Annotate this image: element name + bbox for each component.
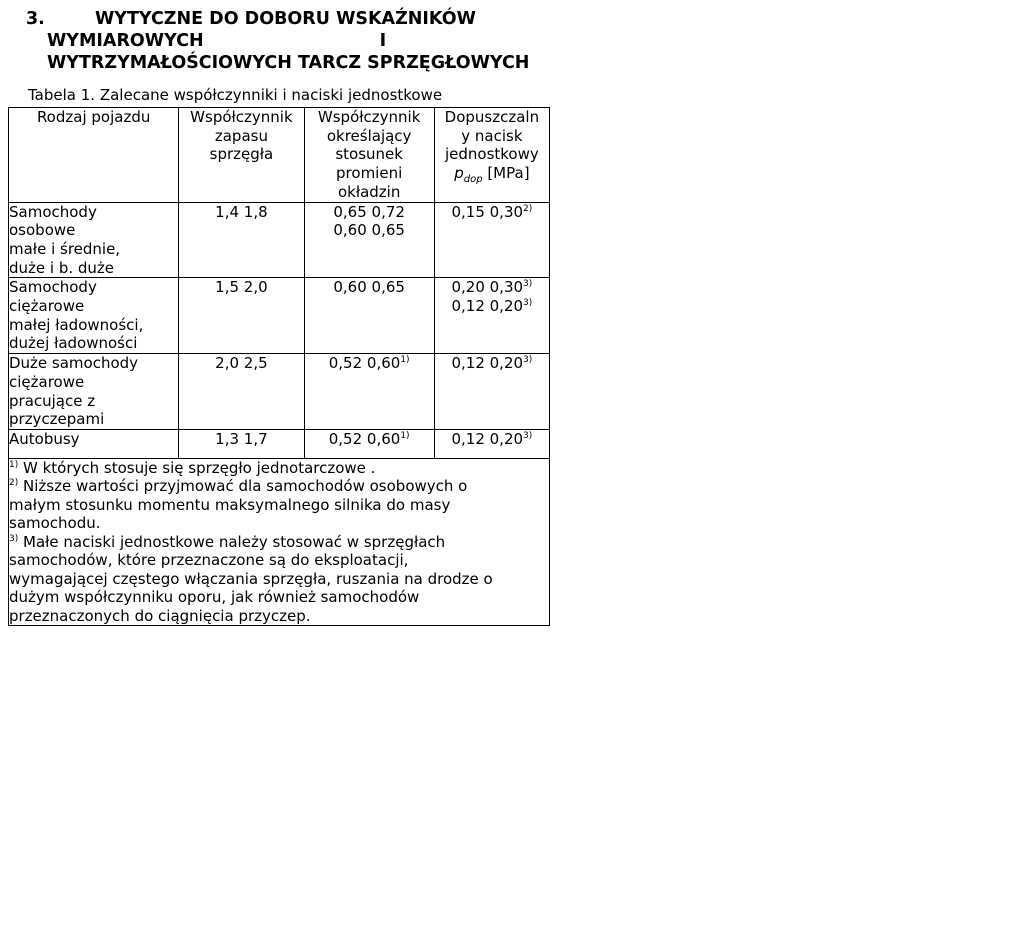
- header-radius-line: stosunek: [335, 145, 403, 164]
- footnote-mark: 1): [400, 430, 410, 441]
- vehicle-type-line: małej ładowności,: [9, 315, 144, 334]
- header-pressure-line: Dopuszczaln: [444, 108, 540, 126]
- radius-cell: [304, 354, 434, 430]
- table-row: [9, 354, 550, 430]
- reserve-value: 1,4 1,8: [215, 202, 268, 221]
- footnotes-cell: [9, 458, 550, 626]
- footnote-3: [9, 533, 549, 552]
- reserve-value: 1,5 2,0: [215, 278, 268, 297]
- footnote-text: Niższe wartości przyjmować dla samochodów osobowych o: [18, 477, 468, 496]
- header-reserve-coefficient: [179, 108, 304, 203]
- footnote-mark: 1): [400, 355, 410, 366]
- footnote-mark: 3): [523, 355, 533, 366]
- header-reserve-line: sprzęgła: [209, 145, 274, 164]
- vehicle-type-line: pracujące z: [9, 391, 96, 410]
- vehicle-type-cell: [9, 202, 179, 278]
- table-caption: Tabela 1. Zalecane współczynniki i naciski jednostkowe: [28, 86, 443, 104]
- vehicle-type-line: Samochody: [9, 202, 97, 221]
- table-row: [9, 278, 550, 354]
- pressure-value: 0,12 0,20: [451, 429, 524, 448]
- vehicle-type-line: ciężarowe: [9, 372, 85, 391]
- vehicle-type-line: Duże samochody: [9, 354, 139, 373]
- pressure-cell: [434, 354, 549, 430]
- vehicle-type-line: dużej ładowności: [9, 334, 138, 353]
- footnote-text: przeznaczonych do ciągnięcia przyczep.: [9, 606, 311, 625]
- section-number: 3.: [26, 9, 45, 29]
- reserve-cell: [179, 354, 304, 430]
- footnote-mark: 2): [523, 203, 533, 214]
- vehicle-type-line: ciężarowe: [9, 297, 85, 316]
- footnote-2: [9, 477, 549, 496]
- heading-line-3: WYTRZYMAŁOŚCIOWYCH TARCZ SPRZĘGŁOWYCH: [47, 53, 530, 73]
- footnote-text: wymagającej częstego włączania sprzęgła, ruszania na drodze o: [9, 569, 493, 588]
- table-header-row: [9, 108, 550, 203]
- header-vehicle-type-label: Rodzaj pojazdu: [36, 108, 151, 126]
- footnote-text: W których stosuje się sprzęgło jednotarczowe .: [18, 458, 376, 477]
- heading-line-2a: WYMIAROWYCH: [47, 31, 204, 51]
- reserve-cell: [179, 278, 304, 354]
- radius-cell: [304, 202, 434, 278]
- header-pressure-line: jednostkowy: [444, 145, 539, 164]
- vehicle-type-line: duże i b. duże: [9, 258, 115, 277]
- footnote-mark: 3): [523, 298, 533, 309]
- header-radius-line: Współczynnik: [317, 108, 421, 126]
- header-radius-line: określający: [326, 126, 412, 145]
- radius-value: 0,52 0,60: [328, 429, 401, 448]
- header-allowable-pressure: [434, 108, 549, 203]
- footnote-text: samochodów, które przeznaczone są do eksploatacji,: [9, 551, 409, 570]
- header-pressure-symbol-line: [435, 164, 549, 186]
- header-reserve-line: zapasu: [214, 126, 268, 145]
- pressure-line: [435, 278, 549, 297]
- radius-cell: [304, 429, 434, 458]
- vehicle-type-cell: [9, 278, 179, 354]
- pressure-value: 0,20 0,30: [451, 278, 524, 297]
- footnote-text: dużym współczynniku oporu, jak również samochodów: [9, 588, 420, 607]
- pressure-value: 0,12 0,20: [451, 297, 524, 316]
- reserve-value: 1,3 1,7: [215, 429, 268, 448]
- table-row: [9, 429, 550, 458]
- vehicle-type-line: Autobusy: [9, 429, 80, 448]
- vehicle-type-cell: [9, 354, 179, 430]
- vehicle-type-line: przyczepami: [9, 410, 105, 429]
- footnote-text: Małe naciski jednostkowe należy stosować w sprzęgłach: [18, 532, 446, 551]
- footnote-mark: 3): [9, 533, 19, 544]
- heading-line-2b: I: [379, 31, 387, 51]
- pressure-value: 0,12 0,20: [451, 354, 524, 373]
- pressure-subscript: dop: [463, 174, 483, 186]
- header-radius-ratio: [304, 108, 434, 203]
- pressure-line: [435, 297, 549, 316]
- vehicle-type-line: osobowe: [9, 221, 76, 240]
- header-reserve-line: Współczynnik: [190, 108, 293, 126]
- reserve-value: 2,0 2,5: [215, 354, 268, 373]
- footnote-text: samochodu.: [9, 514, 101, 533]
- vehicle-type-cell: [9, 429, 179, 458]
- vehicle-type-line: małe i średnie,: [9, 239, 121, 258]
- radius-value: 0,65 0,72: [333, 202, 405, 221]
- section-heading: [26, 8, 586, 74]
- reserve-cell: [179, 429, 304, 458]
- header-vehicle-type: [9, 108, 179, 203]
- footnote-text: małym stosunku momentu maksymalnego silnika do masy: [9, 495, 451, 514]
- heading-line-1: WYTYCZNE DO DOBORU WSKAŹNIKÓW: [95, 9, 476, 29]
- recommendations-table: [8, 107, 550, 626]
- radius-value: 0,60 0,65: [333, 221, 405, 240]
- table-notes-row: [9, 458, 550, 626]
- footnote-mark: 2): [9, 478, 19, 489]
- pressure-cell: [434, 202, 549, 278]
- footnote-mark: 3): [523, 279, 533, 290]
- pressure-cell: [434, 429, 549, 458]
- vehicle-type-line: Samochody: [9, 278, 97, 297]
- radius-value: 0,60 0,65: [333, 278, 405, 297]
- footnote-mark: 3): [523, 430, 533, 441]
- pressure-unit: [MPa]: [482, 164, 530, 183]
- pressure-symbol: p: [454, 164, 464, 183]
- reserve-cell: [179, 202, 304, 278]
- pressure-value: 0,15 0,30: [451, 202, 524, 221]
- footnote-1: [9, 459, 549, 478]
- header-radius-line: okładzin: [337, 182, 401, 201]
- radius-value: 0,52 0,60: [328, 354, 401, 373]
- radius-cell: [304, 278, 434, 354]
- table-row: [9, 202, 550, 278]
- header-radius-line: promieni: [336, 164, 403, 183]
- footnote-mark: 1): [9, 459, 19, 470]
- header-pressure-line: y nacisk: [461, 126, 523, 145]
- pressure-cell: [434, 278, 549, 354]
